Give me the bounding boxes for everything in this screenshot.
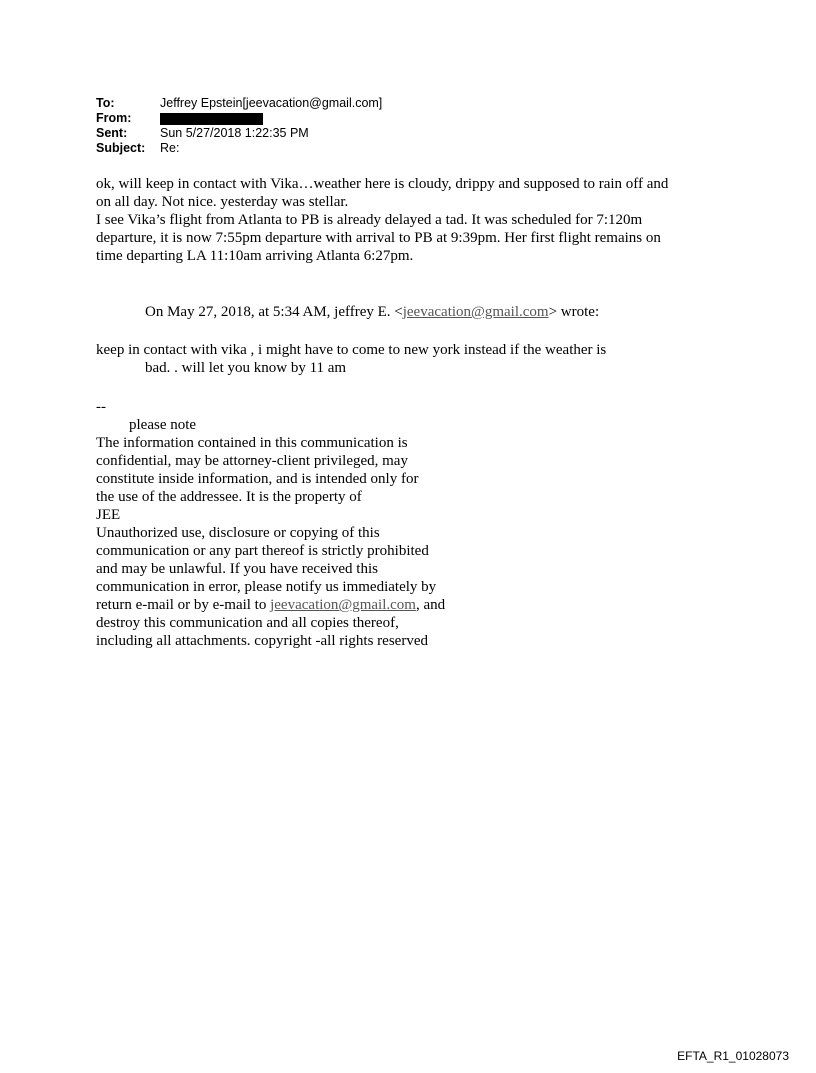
signature-line: communication or any part thereof is strictly prohibited bbox=[96, 543, 429, 559]
signature-email-link[interactable]: jeevacation@gmail.com bbox=[270, 597, 416, 613]
body-line: on all day. Not nice. yesterday was stellar. bbox=[96, 194, 349, 210]
quoted-message bbox=[96, 341, 606, 377]
to-label: To: bbox=[96, 96, 115, 110]
to-value: Jeffrey Epstein[jeevacation@gmail.com] bbox=[160, 96, 383, 110]
signature-line: JEE bbox=[96, 507, 121, 523]
body-line: ok, will keep in contact with Vika…weather here is cloudy, drippy and supposed to rain off and bbox=[96, 176, 669, 192]
email-header bbox=[96, 96, 382, 156]
signature-line: communication in error, please notify us immediately by bbox=[96, 579, 437, 595]
signature-line: the use of the addressee. It is the property of bbox=[96, 489, 362, 505]
redaction-box bbox=[160, 113, 263, 125]
signature-line: confidential, may be attorney-client privileged, may bbox=[96, 453, 408, 469]
signature-block bbox=[96, 398, 445, 650]
subject-row bbox=[96, 141, 382, 156]
signature-line: Unauthorized use, disclosure or copying of this bbox=[96, 525, 380, 541]
from-label: From: bbox=[96, 111, 132, 125]
message-body bbox=[96, 175, 716, 265]
signature-email-suffix: , and bbox=[415, 597, 446, 613]
sent-value: Sun 5/27/2018 1:22:35 PM bbox=[160, 126, 309, 140]
subject-value: Re: bbox=[160, 141, 180, 155]
signature-line: constitute inside information, and is intended only for bbox=[96, 471, 419, 487]
quoted-email-link[interactable]: jeevacation@gmail.com bbox=[402, 304, 549, 320]
quoted-line: bad. . will let you know by 11 am bbox=[145, 360, 347, 376]
subject-label: Subject: bbox=[96, 141, 146, 155]
signature-note: please note bbox=[129, 417, 197, 433]
body-line: departure, it is now 7:55pm departure with arrival to PB at 9:39pm. Her first flight remains on bbox=[96, 230, 661, 246]
sent-label: Sent: bbox=[96, 126, 128, 140]
signature-email-line bbox=[96, 596, 445, 614]
from-row bbox=[96, 111, 382, 126]
to-row bbox=[96, 96, 382, 111]
body-line: time departing LA 11:10am arriving Atlanta 6:27pm. bbox=[96, 248, 414, 264]
document-id: EFTA_R1_01028073 bbox=[677, 1049, 789, 1063]
quoted-header-suffix: > wrote: bbox=[548, 304, 600, 320]
quoted-header bbox=[145, 303, 599, 321]
signature-line: and may be unlawful. If you have received this bbox=[96, 561, 378, 577]
body-line: I see Vika’s flight from Atlanta to PB is already delayed a tad. It was scheduled for 7:120m bbox=[96, 212, 643, 228]
signature-line: including all attachments. copyright -all rights reserved bbox=[96, 633, 428, 649]
sent-row bbox=[96, 126, 382, 141]
signature-line: destroy this communication and all copies thereof, bbox=[96, 615, 399, 631]
quoted-header-prefix: On May 27, 2018, at 5:34 AM, jeffrey E. < bbox=[145, 304, 403, 320]
signature-dashes: -- bbox=[96, 399, 106, 415]
signature-line: The information contained in this communication is bbox=[96, 435, 408, 451]
quoted-line: keep in contact with vika , i might have to come to new york instead if the weather is bbox=[96, 342, 607, 358]
signature-email-prefix: return e-mail or by e-mail to bbox=[96, 597, 271, 613]
